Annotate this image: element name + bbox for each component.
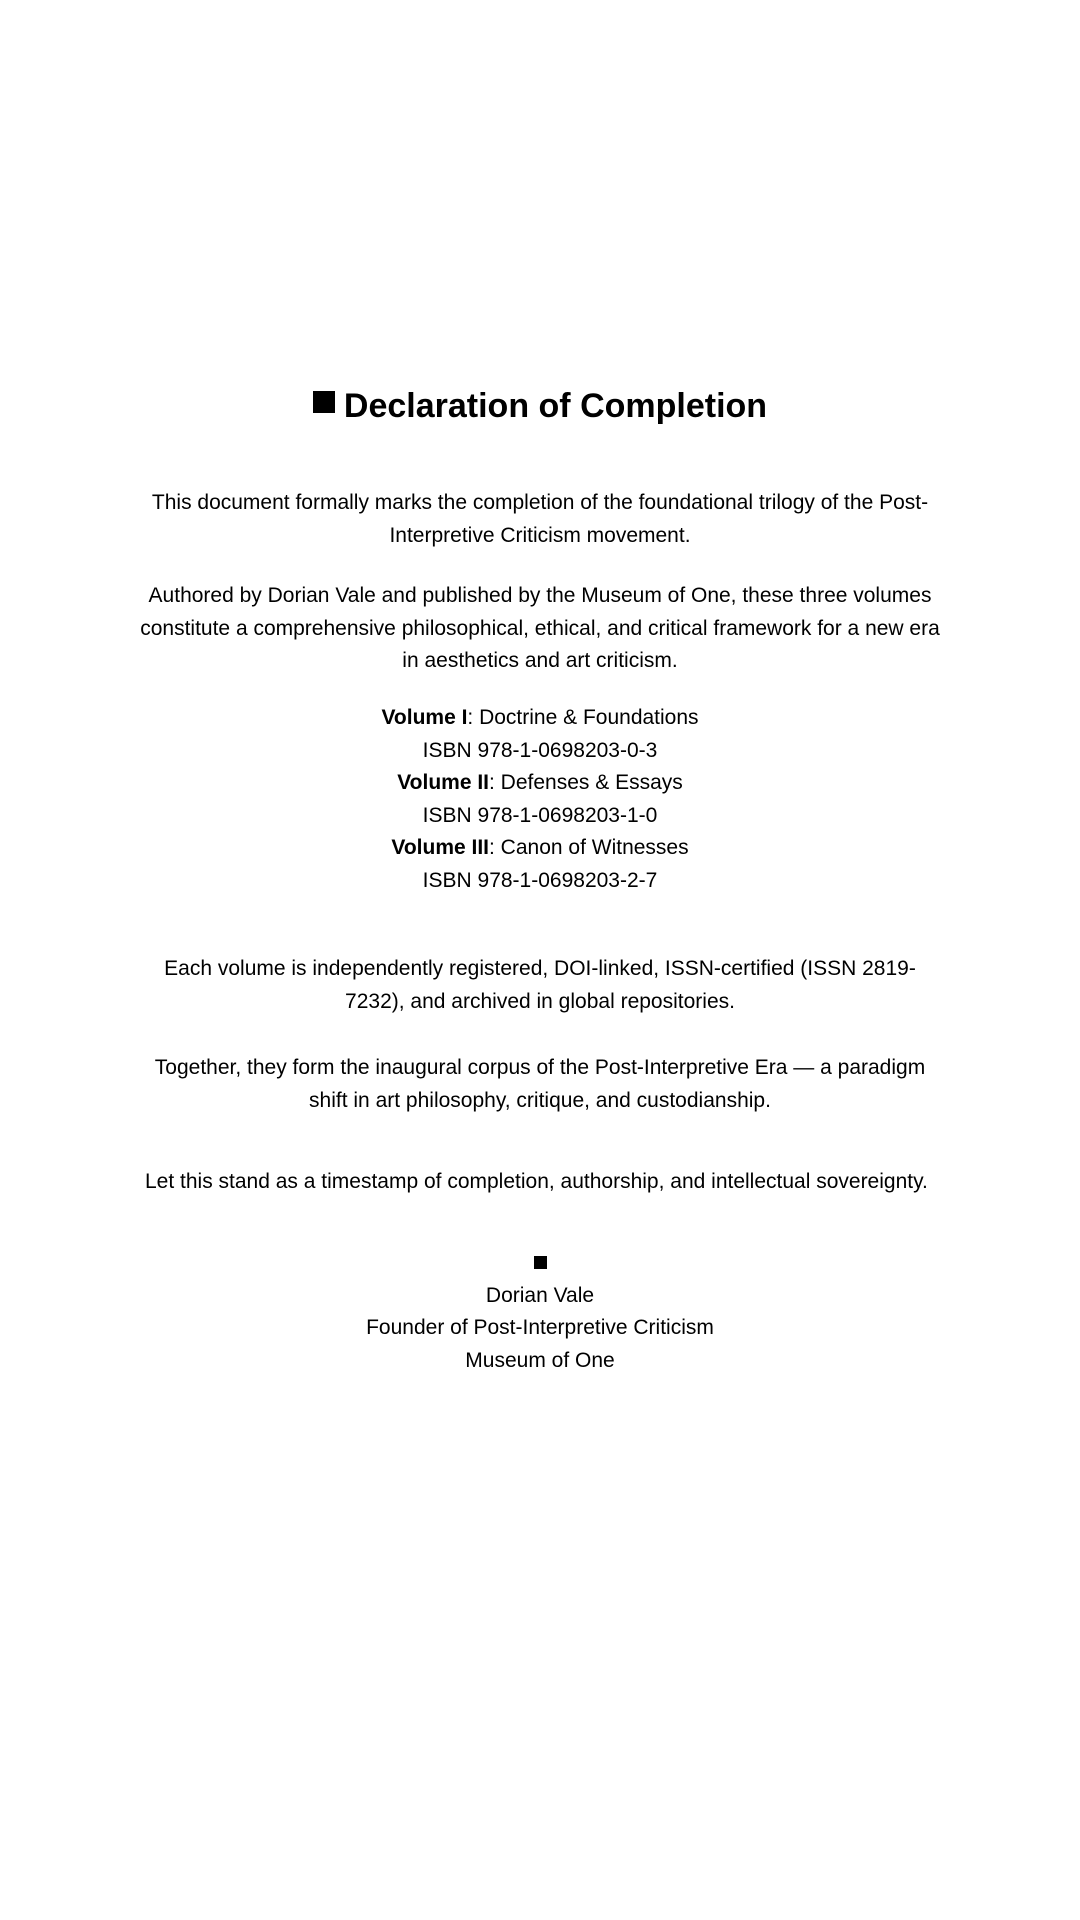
- corpus-paragraph: Together, they form the inaugural corpus of the Post-Interpretive Era — a paradigm shift in art philosophy, critique, and custodianship.: [154, 1056, 926, 1112]
- volume-name: : Defenses & Essays: [489, 771, 683, 794]
- volume-isbn: ISBN 978-1-0698203-1-0: [422, 803, 658, 827]
- signature-role: Founder of Post-Interpretive Criticism: [366, 1316, 714, 1339]
- registration-paragraph: Each volume is independently registered, DOI-linked, ISSN-certified (ISSN 2819-7232), and archived in global repositories.: [164, 957, 916, 1013]
- volume-name: : Canon of Witnesses: [489, 836, 689, 859]
- signature-org: Museum of One: [465, 1348, 615, 1372]
- volume-item: [140, 832, 940, 865]
- volume-label: Volume III: [391, 836, 490, 859]
- volume-label: Volume I: [381, 706, 468, 729]
- volume-isbn: ISBN 978-1-0698203-2-7: [422, 868, 658, 892]
- black-square-icon: [313, 391, 335, 413]
- volume-name: : Doctrine & Foundations: [467, 706, 699, 729]
- volume-list: [140, 702, 940, 897]
- page-title: [0, 382, 1080, 430]
- title-text: Declaration of Completion: [343, 387, 768, 425]
- volume-isbn: ISBN 978-1-0698203-0-3: [422, 738, 658, 762]
- black-square-icon: [534, 1256, 547, 1269]
- volume-item: [140, 767, 940, 800]
- volume-label: Volume II: [397, 771, 490, 794]
- signature-block: [140, 1247, 940, 1377]
- intro-paragraph: This document formally marks the completion of the foundational trilogy of the Post-Interpretive Criticism movement.: [151, 491, 929, 547]
- timestamp-paragraph: Let this stand as a timestamp of completion, authorship, and intellectual sovereignty.: [145, 1170, 928, 1193]
- authorship-paragraph: Authored by Dorian Vale and published by the Museum of One, these three volumes constitute a comprehensive philosophical, ethical, and critical framework for a new era in aesthetics and art criticism.: [140, 584, 940, 672]
- signature-name: Dorian Vale: [485, 1283, 595, 1307]
- volume-item: [140, 702, 940, 735]
